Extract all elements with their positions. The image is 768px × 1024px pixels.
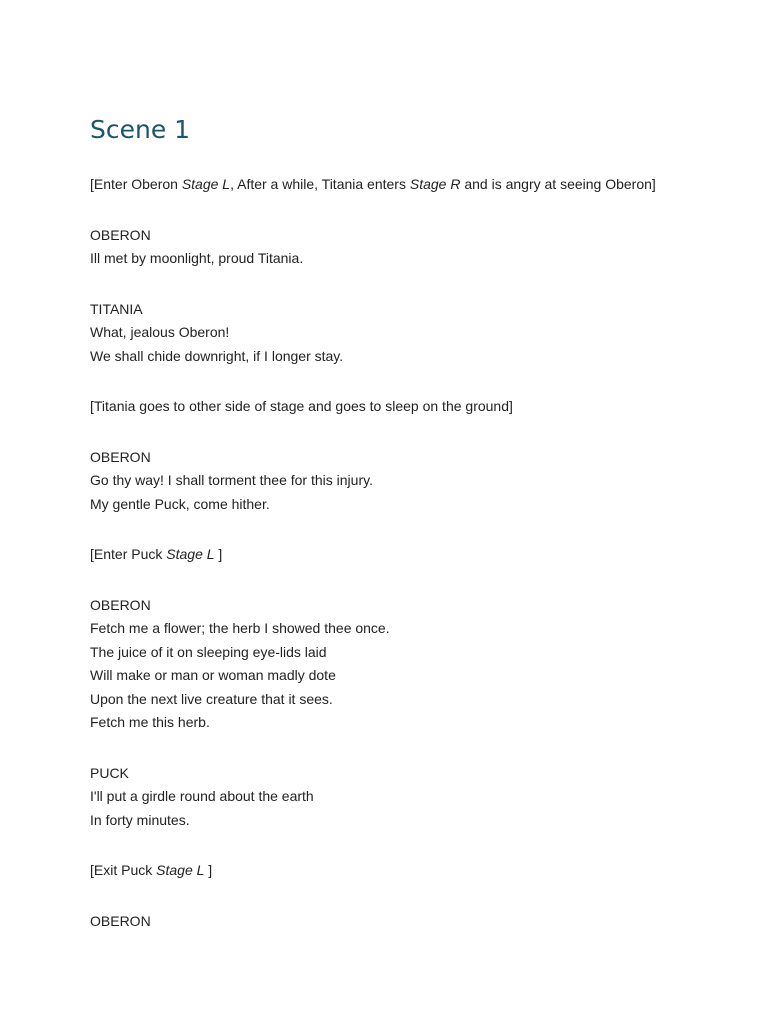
direction-text: , After a while, Titania enters [230,176,410,192]
dialogue-line: In forty minutes. [90,811,190,828]
dialogue-line: Fetch me a flower; the herb I showed thee once. [90,620,390,636]
dialogue-line: Fetch me this herb. [90,714,210,730]
stage-position: Stage L [181,176,231,192]
speech-block [90,224,730,271]
speech-block [90,910,730,934]
speaker-name: OBERON [90,596,151,613]
block-spacer [90,883,730,910]
scene-title: Scene 1 [90,115,191,144]
stage-direction [90,859,730,883]
dialogue-line: I'll put a girdle round about the earth [90,788,314,804]
stage-direction [90,395,730,419]
direction-text: ] [204,862,213,878]
stage-direction [90,543,730,567]
block-spacer [90,197,730,224]
block-spacer [90,419,730,446]
stage-position: Stage R [409,176,461,192]
stage-position: Stage L [156,862,205,878]
dialogue-line: Upon the next live creature that it sees. [90,690,333,707]
script-body [90,173,730,933]
stage-direction [90,173,730,197]
direction-text: [Titania goes to other side of stage and goes to sleep on the ground] [90,398,513,414]
block-spacer [90,271,730,298]
block-spacer [90,516,730,543]
speech-block [90,298,730,369]
speaker-name: OBERON [90,912,151,929]
block-spacer [90,368,730,395]
direction-text: [Enter Oberon [90,176,182,192]
block-spacer [90,567,730,594]
dialogue-line: Will make or man or woman madly dote [90,667,336,683]
stage-position: Stage L [166,546,215,562]
direction-text: [Exit Puck [90,862,157,878]
block-spacer [90,735,730,762]
dialogue-line: My gentle Puck, come hither. [90,495,270,512]
speech-block [90,594,730,735]
script-page [90,114,730,933]
dialogue-line: The juice of it on sleeping eye-lids laid [90,643,327,660]
dialogue-line: Go thy way! I shall torment thee for this injury. [90,472,373,488]
dialogue-line: Ill met by moonlight, proud Titania. [90,250,304,266]
block-spacer [90,832,730,859]
direction-text: [Enter Puck [90,546,167,562]
dialogue-line: What, jealous Oberon! [90,324,230,340]
direction-text: and is angry at seeing Oberon] [460,176,656,192]
direction-text: ] [214,546,223,562]
speaker-name: TITANIA [90,300,143,317]
speaker-name: PUCK [90,764,129,781]
speech-block [90,446,730,517]
speaker-name: OBERON [90,448,151,465]
dialogue-line: We shall chide downright, if I longer stay. [90,347,344,364]
speaker-name: OBERON [90,226,151,243]
speech-block [90,762,730,833]
